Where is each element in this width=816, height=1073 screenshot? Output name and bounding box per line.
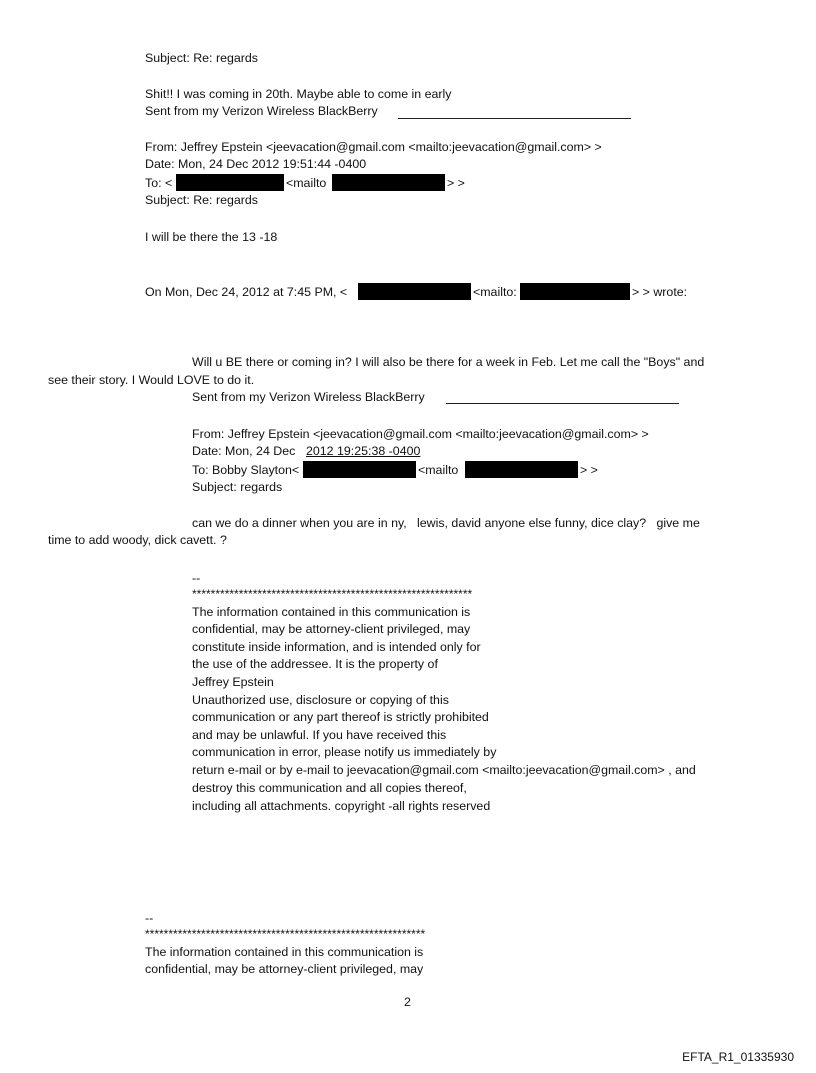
disclaimer2-line: The information contained in this communication is <box>145 945 424 959</box>
redaction-box <box>520 283 630 300</box>
disclaimer2-line: confidential, may be attorney-client privileged, may <box>145 962 424 976</box>
document-id: EFTA_R1_01335930 <box>682 1050 794 1064</box>
disclaimer1-line: confidential, may be attorney-client privileged, may <box>192 622 471 636</box>
inner-body-line1: Will u BE there or coming in? I will also be there for a week in Feb. Let me call the "Boys" and <box>192 355 705 369</box>
redaction-box <box>465 461 578 478</box>
disclaimer1-stars: ************************************************************ <box>192 587 473 601</box>
reply2-body-line1: can we do a dinner when you are in ny, lewis, david anyone else funny, dice clay? give me <box>192 516 700 530</box>
disclaimer1-line: the use of the addressee. It is the property of <box>192 657 438 671</box>
inner-body-line2: see their story. I Would LOVE to do it. <box>48 373 255 387</box>
disclaimer1-line: return e-mail or by e-mail to jeevacation@gmail.com <mailto:jeevacation@gmail.com> , and <box>192 763 696 777</box>
signature-rule <box>446 403 679 404</box>
redaction-box <box>303 461 416 478</box>
reply1-to-suffix: > > <box>447 176 465 190</box>
disclaimer1-dashes: -- <box>192 571 201 585</box>
quote-mailto: <mailto: <box>473 285 517 299</box>
redaction-box <box>176 174 284 191</box>
page-number: 2 <box>404 995 411 1009</box>
disclaimer1-line: communication in error, please notify us immediately by <box>192 745 497 759</box>
reply2-from: From: Jeffrey Epstein <jeevacation@gmail.com <mailto:jeevacation@gmail.com> > <box>192 427 649 441</box>
reply2-subject: Subject: regards <box>192 480 283 494</box>
reply1-to-mailto: <mailto <box>286 176 327 190</box>
top-body-line: Shit!! I was coming in 20th. Maybe able to come in early <box>145 87 452 101</box>
top-sent-from: Sent from my Verizon Wireless BlackBerry <box>145 104 378 118</box>
quote-on-line: On Mon, Dec 24, 2012 at 7:45 PM, < <box>145 285 348 299</box>
reply2-date-b: 2012 19:25:38 -0400 <box>306 444 421 458</box>
reply2-date-a: Date: Mon, 24 Dec <box>192 444 299 458</box>
disclaimer2-stars: ************************************************************ <box>145 927 426 941</box>
reply2-to-mailto: <mailto <box>418 463 459 477</box>
disclaimer2-dashes: -- <box>145 911 154 925</box>
reply2-to-prefix: To: Bobby Slayton< <box>192 463 300 477</box>
disclaimer1-line: including all attachments. copyright -all rights reserved <box>192 799 491 813</box>
reply1-from: From: Jeffrey Epstein <jeevacation@gmail.com <mailto:jeevacation@gmail.com> > <box>145 140 602 154</box>
top-subject: Subject: Re: regards <box>145 51 258 65</box>
reply1-date: Date: Mon, 24 Dec 2012 19:51:44 -0400 <box>145 157 367 171</box>
reply2-to-suffix: > > <box>580 463 598 477</box>
disclaimer1-line: The information contained in this communication is <box>192 605 471 619</box>
redaction-box <box>332 174 445 191</box>
reply2-body-line2: time to add woody, dick cavett. ? <box>48 533 227 547</box>
disclaimer1-line: constitute inside information, and is intended only for <box>192 640 481 654</box>
disclaimer1-line: destroy this communication and all copies thereof, <box>192 781 467 795</box>
redaction-box <box>358 283 471 300</box>
reply1-body: I will be there the 13 -18 <box>145 230 278 244</box>
quote-wrote: > > wrote: <box>632 285 688 299</box>
inner-sent-from: Sent from my Verizon Wireless BlackBerry <box>192 390 425 404</box>
disclaimer1-line: Jeffrey Epstein <box>192 675 274 689</box>
disclaimer1-line: communication or any part thereof is strictly prohibited <box>192 710 489 724</box>
disclaimer1-line: and may be unlawful. If you have received this <box>192 728 447 742</box>
reply1-to-prefix: To: < <box>145 176 173 190</box>
disclaimer1-line: Unauthorized use, disclosure or copying of this <box>192 693 449 707</box>
signature-rule <box>398 118 631 119</box>
reply1-subject: Subject: Re: regards <box>145 193 258 207</box>
